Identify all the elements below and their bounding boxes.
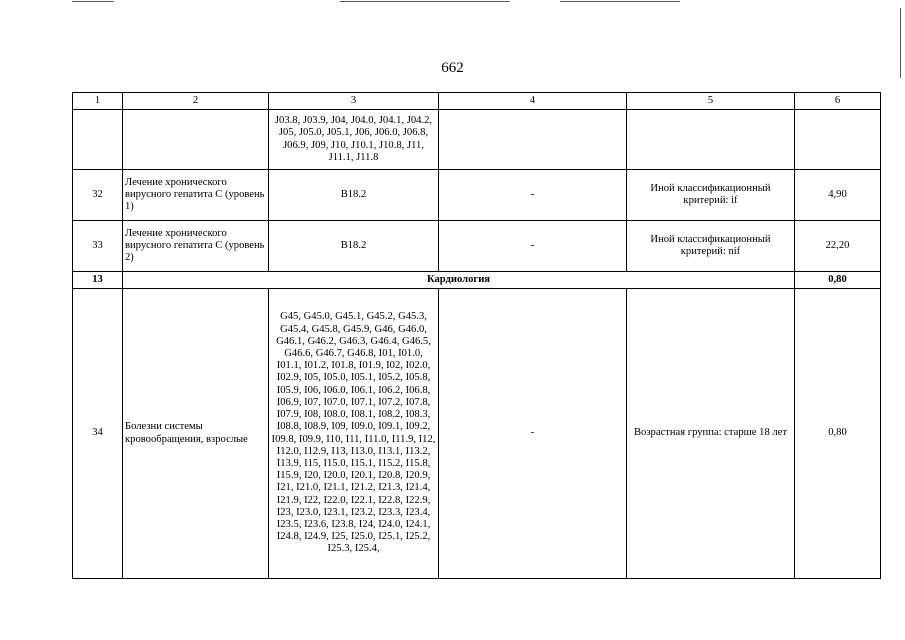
row-value: 22,20 <box>795 221 881 272</box>
row-codes: B18.2 <box>269 170 439 221</box>
row-value <box>795 110 881 170</box>
row-value: 0,80 <box>795 289 881 579</box>
section-value: 0,80 <box>795 272 881 289</box>
column-header: 5 <box>627 93 795 110</box>
scan-edge-top-left <box>72 1 114 2</box>
row-name: Лечение хронического вирусного гепатита С (уровень 1) <box>123 170 269 221</box>
row-col4: - <box>439 289 627 579</box>
table-row <box>73 221 881 272</box>
row-name <box>123 110 269 170</box>
row-name: Лечение хронического вирусного гепатита С (уровень 2) <box>123 221 269 272</box>
table-header-row <box>73 93 881 110</box>
section-title: Кардиология <box>123 272 795 289</box>
column-header: 3 <box>269 93 439 110</box>
column-header: 4 <box>439 93 627 110</box>
column-header: 6 <box>795 93 881 110</box>
row-number: 32 <box>73 170 123 221</box>
table-row <box>73 289 881 579</box>
table-row <box>73 110 881 170</box>
column-header: 1 <box>73 93 123 110</box>
row-codes: B18.2 <box>269 221 439 272</box>
row-criterion: Иной классификационный критерий: nif <box>627 221 795 272</box>
row-number: 34 <box>73 289 123 579</box>
row-col4 <box>439 110 627 170</box>
table-row <box>73 170 881 221</box>
row-col4: - <box>439 170 627 221</box>
row-criterion: Возрастная группа: старше 18 лет <box>627 289 795 579</box>
scan-edge-top-middle <box>340 1 510 2</box>
row-codes: G45, G45.0, G45.1, G45.2, G45.3, G45.4, G45.8, G45.9, G46, G46.0, G46.1, G46.2, G46.3, G46.4, G46.5, G46.6, G46.7, G46.8, I01, I01.0, I01.1, I01.2, I01.8, I01.9, I02, I02.0, I02.9, I05, I05.0, I05.1, I05.2, I05.8, I05.9, I06, I06.0, I06.1, I06.2, I06.8, I06.9, I07, I07.0, I07.1, I07.2, I07.8, I07.9, I08, I08.0, I08.1, I08.2, I08.3, I08.8, I08.9, I09, I09.0, I09.1, I09.2, I09.8, I09.9, I10, I11, I11.0, I11.9, I12, I12.0, I12.9, I13, I13.0, I13.1, I13.2, I13.9, I15, I15.0, I15.1, I15.2, I15.8, I15.9, I20, I20.0, I20.1, I20.8, I20.9, I21, I21.0, I21.1, I21.2, I21.3, I21.4, I21.9, I22, I22.0, I22.1, I22.8, I22.9, I23, I23.0, I23.1, I23.2, I23.3, I23.4, I23.5, I23.6, I23.8, I24, I24.0, I24.1, I24.8, I24.9, I25, I25.0, I25.1, I25.2, I25.3, I25.4, <box>269 289 439 579</box>
row-codes: J03.8, J03.9, J04, J04.0, J04.1, J04.2, J05, J05.0, J05.1, J06, J06.0, J06.8, J06.9, J09, J10, J10.1, J10.8, J11, J11.1, J11.8 <box>269 110 439 170</box>
row-criterion: Иной классификационный критерий: if <box>627 170 795 221</box>
row-number: 33 <box>73 221 123 272</box>
page-number: 662 <box>441 60 464 76</box>
row-criterion <box>627 110 795 170</box>
row-value: 4,90 <box>795 170 881 221</box>
section-row <box>73 272 881 289</box>
section-number: 13 <box>73 272 123 289</box>
classification-table <box>72 92 881 579</box>
row-number <box>73 110 123 170</box>
column-header: 2 <box>123 93 269 110</box>
row-col4: - <box>439 221 627 272</box>
scan-edge-top-right <box>560 1 680 2</box>
row-name: Болезни системы кровообращения, взрослые <box>123 289 269 579</box>
